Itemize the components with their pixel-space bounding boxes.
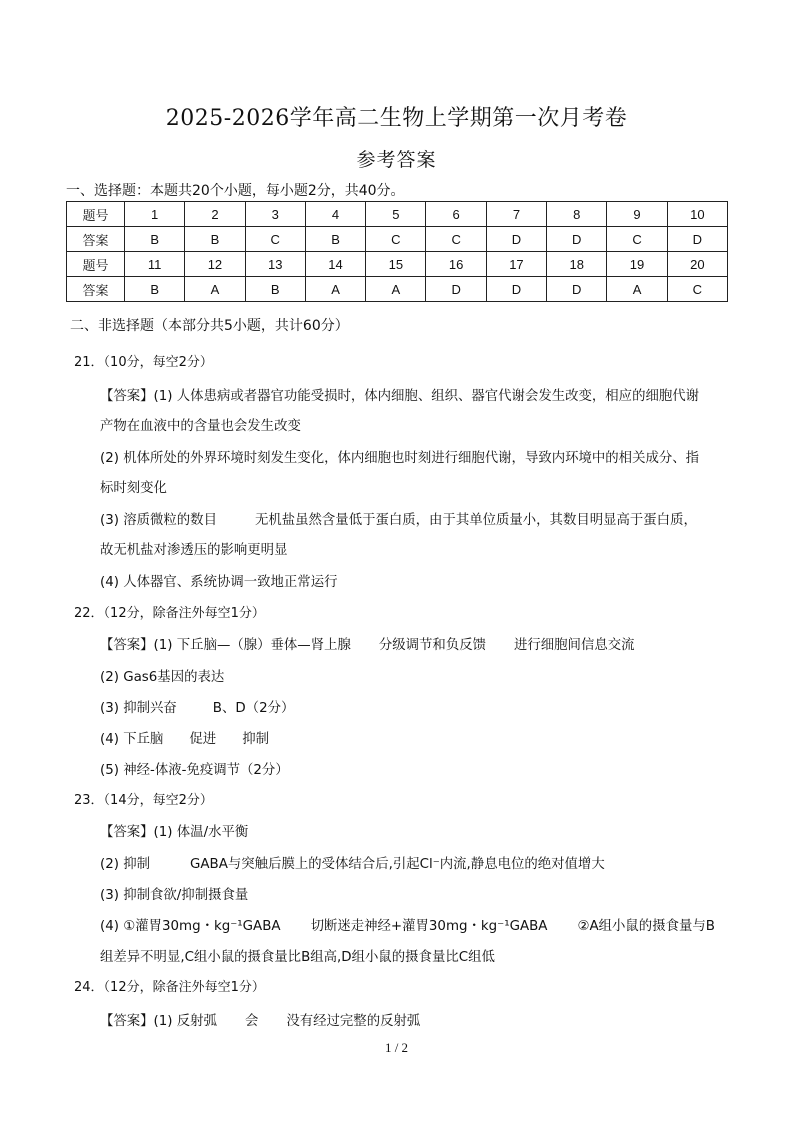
q23-heading: 23．（14分，每空2分）: [74, 793, 213, 808]
table-cell: 8: [547, 202, 607, 227]
table-cell: 3: [245, 202, 305, 227]
table-cell: B: [125, 227, 185, 252]
q21-heading: 21．（10分，每空2分）: [74, 355, 213, 370]
table-cell: A: [305, 277, 365, 302]
table-cell: D: [486, 227, 546, 252]
table-cell: 4: [305, 202, 365, 227]
table-cell: A: [185, 277, 245, 302]
q23-answer-4-line-2: 组差异不明显,C组小鼠的摄食量比B组高,D组小鼠的摄食量比C组低: [100, 950, 495, 965]
table-cell: 13: [245, 252, 305, 277]
section-2-heading: 二、非选择题（本部分共5小题，共计60分）: [70, 318, 349, 334]
row-header-answer: 答案: [67, 227, 125, 252]
table-cell: 9: [607, 202, 667, 227]
q22-answer-4: [100, 728, 269, 747]
q24-answer-1-part-3: 没有经过完整的反射弧: [286, 1014, 421, 1029]
table-cell: D: [426, 277, 486, 302]
q22-answer-4-part-2: 促进: [189, 732, 217, 747]
q22-answer-1-part-2: 分级调节和负反馈: [378, 638, 486, 653]
table-cell: D: [547, 277, 607, 302]
table-cell: 15: [366, 252, 426, 277]
table-cell: C: [426, 227, 486, 252]
page-subtitle: 参考答案: [356, 149, 437, 171]
q22-heading: 22．（12分，除备注外每空1分）: [74, 606, 265, 621]
table-cell: B: [245, 277, 305, 302]
table-cell: 5: [366, 202, 426, 227]
table-cell: D: [547, 227, 607, 252]
table-cell: 10: [667, 202, 727, 227]
q23-answer-4-line-1: [100, 915, 715, 934]
q22-answer-3-part-1: (3) 抑制兴奋: [100, 701, 177, 716]
table-cell: C: [607, 227, 667, 252]
table-cell: A: [366, 277, 426, 302]
table-cell: A: [607, 277, 667, 302]
table-cell: 18: [547, 252, 607, 277]
q23-answer-4-part-2: 切断迷走神经+灌胃30mg・kg⁻¹GABA: [310, 919, 548, 934]
q21-answer-1-line-2: 产物在血液中的含量也会发生改变: [100, 419, 301, 434]
table-cell: B: [185, 227, 245, 252]
q22-answer-4-part-1: (4) 下丘脑: [100, 732, 164, 747]
table-cell: C: [366, 227, 426, 252]
table-cell: 6: [426, 202, 486, 227]
q23-answer-4-part-3: ②A组小鼠的摄食量与B: [577, 919, 715, 934]
q21-answer-3-line-2: 故无机盐对渗透压的影响更明显: [100, 543, 288, 558]
q22-answer-4-part-3: 抑制: [242, 732, 269, 747]
q23-answer-4-part-1: (4) ①灌胃30mg・kg⁻¹GABA: [100, 919, 281, 934]
q24-answer-1-part-1: 【答案】(1) 反射弧: [100, 1014, 217, 1029]
table-cell: 20: [667, 252, 727, 277]
row-header-answer: 答案: [67, 277, 125, 302]
q22-answer-5: (5) 神经-体液-免疫调节（2分）: [100, 763, 289, 778]
q23-answer-2-part-1: (2) 抑制: [100, 857, 151, 872]
q22-answer-2: (2) Gas6基因的表达: [100, 670, 225, 685]
q22-answer-3-part-2: B、D（2分）: [212, 701, 295, 716]
table-cell: D: [667, 227, 727, 252]
table-row-answers-1: [67, 227, 728, 252]
table-cell: 19: [607, 252, 667, 277]
section-1-heading: 一、选择题：本题共20个小题，每小题2分，共40分。: [66, 183, 405, 199]
table-row-answers-2: [67, 277, 728, 302]
table-cell: C: [245, 227, 305, 252]
q23-answer-2: [100, 853, 605, 872]
table-cell: B: [305, 227, 365, 252]
q21-answer-2-line-1: (2) 机体所处的外界环境时刻发生变化，体内细胞也时刻进行细胞代谢，导致内环境中的相关成分、指: [100, 451, 700, 466]
q23-answer-2-part-2: GABA与突触后膜上的受体结合后,引起Cl⁻内流,静息电位的绝对值增大: [190, 857, 605, 872]
table-cell: 2: [185, 202, 245, 227]
table-cell: 16: [426, 252, 486, 277]
q22-answer-3: [100, 697, 294, 716]
table-row-questions-2: [67, 252, 728, 277]
table-cell: 12: [185, 252, 245, 277]
row-header-question: 题号: [67, 252, 125, 277]
table-cell: 7: [486, 202, 546, 227]
q24-answer-1: [100, 1010, 420, 1029]
q21-answer-3-part-1: (3) 溶质微粒的数目: [100, 513, 217, 528]
table-row-questions-1: [67, 202, 728, 227]
q24-heading: 24．（12分，除备注外每空1分）: [74, 980, 265, 995]
q24-answer-1-part-2: 会: [244, 1014, 259, 1029]
q23-answer-3: (3) 抑制食欲/抑制摄食量: [100, 888, 249, 903]
answer-table: [66, 201, 728, 302]
page-number: 1 / 2: [384, 1040, 409, 1055]
table-cell: 14: [305, 252, 365, 277]
table-cell: C: [667, 277, 727, 302]
table-cell: B: [125, 277, 185, 302]
table-cell: 11: [125, 252, 185, 277]
q22-answer-1-part-3: 进行细胞间信息交流: [514, 638, 635, 653]
q23-answer-1: 【答案】(1) 体温/水平衡: [100, 825, 249, 840]
table-cell: 1: [125, 202, 185, 227]
q21-answer-2-line-2: 标时刻变化: [100, 481, 167, 496]
table-cell: D: [486, 277, 546, 302]
row-header-question: 题号: [67, 202, 125, 227]
table-cell: 17: [486, 252, 546, 277]
q22-answer-1: [100, 634, 635, 653]
q21-answer-3-line-1: [100, 509, 697, 528]
q21-answer-4: (4) 人体器官、系统协调一致地正常运行: [100, 575, 338, 590]
q21-answer-1-line-1: 【答案】(1) 人体患病或者器官功能受损时，体内细胞、组织、器官代谢会发生改变，相应的细胞代谢: [100, 389, 700, 404]
page-title: 2025-2026学年高二生物上学期第一次月考卷: [165, 106, 628, 131]
q21-answer-3-part-2: 无机盐虽然含量低于蛋白质，由于其单位质量小，其数目明显高于蛋白质，: [254, 513, 697, 528]
q22-answer-1-part-1: 【答案】(1) 下丘脑—（腺）垂体—肾上腺: [100, 638, 351, 653]
